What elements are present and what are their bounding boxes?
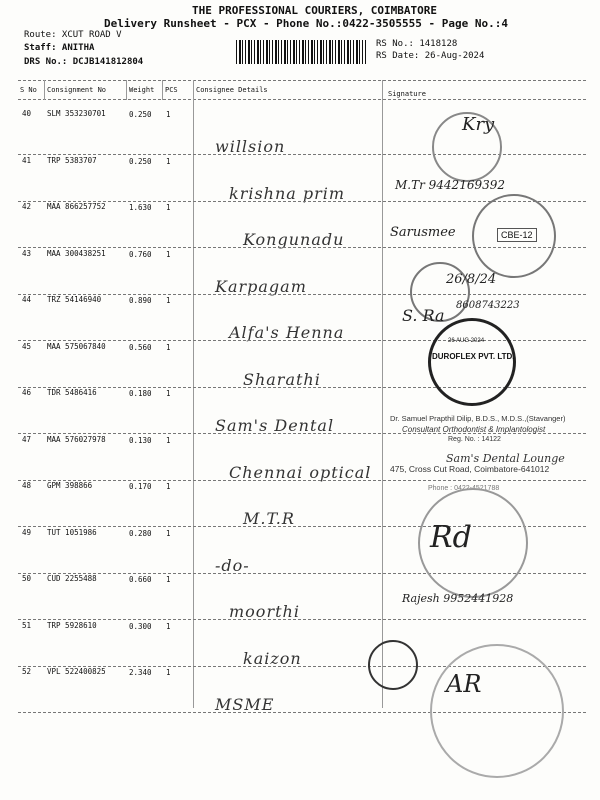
row-consignee-name: Sharathi: [243, 369, 321, 389]
row-consignment-no: SLM 353230701: [47, 109, 106, 118]
row-consignee-name: moorthi: [229, 602, 300, 621]
row-weight: 0.280: [129, 528, 152, 538]
row-pcs: 1: [166, 389, 171, 398]
company-title: THE PROFESSIONAL COURIERS, COIMBATORE: [192, 4, 438, 17]
row-pcs: 1: [166, 110, 171, 119]
row-weight: 0.660: [129, 575, 152, 584]
col-divider: [44, 80, 45, 100]
row-consignee-name: -do-: [215, 555, 250, 575]
rs-date: RS Date: 26-Aug-2024: [376, 51, 485, 61]
signature-42: Sarusmee: [390, 225, 456, 240]
row-pcs: 1: [166, 296, 171, 305]
row-weight: 0.130: [129, 435, 152, 445]
signature-scribble: Kry: [462, 114, 495, 135]
row-weight: 0.760: [129, 249, 152, 259]
row-pcs: 1: [166, 621, 171, 631]
header-bottom-rule: [18, 99, 586, 100]
signature-41: M.Tr 9442169392: [395, 178, 506, 192]
row-rule: [18, 619, 586, 620]
clinic-address: 475, Cross Cut Road, Coimbatore-641012: [390, 464, 550, 474]
row-sno: 48: [22, 481, 32, 490]
row-sno: 44: [22, 295, 32, 304]
cbe-stamp-label: CBE-12: [497, 228, 537, 242]
row-pcs: 1: [166, 668, 171, 677]
route-label: Route: XCUT ROAD V: [24, 30, 122, 40]
row-sno: 49: [22, 527, 32, 537]
row-weight: 1.630: [129, 203, 152, 212]
row-weight: 2.340: [129, 668, 152, 677]
runsheet-title: Delivery Runsheet - PCX - Phone No.:0422-3505555 - Page No.:4: [104, 17, 508, 30]
row-sno: 46: [22, 388, 32, 397]
col-signature: Signature: [388, 90, 426, 98]
signature-43: 26/8/24: [446, 272, 497, 287]
stamp-date: 26 AUG 2024: [448, 338, 485, 344]
row-consignment-no: CUD 2255488: [47, 574, 97, 583]
signature-44: 8608743223: [456, 300, 520, 311]
clinic-specialty: Consultant Orthodontist & Implantologist: [402, 425, 546, 434]
drs-number: DRS No.: DCJB141812804: [24, 57, 144, 67]
row-rule: [18, 294, 586, 295]
msme-emblem-stamp: [430, 644, 564, 778]
staff-label: Staff: ANITHA: [24, 43, 95, 53]
row-weight: 0.890: [129, 296, 152, 305]
row-consignment-no: MAA 575067840: [47, 341, 106, 351]
row-pcs: 1: [166, 249, 171, 259]
row-sno: 41: [22, 155, 32, 165]
kaizon-stamp: [368, 640, 418, 690]
clinic-name: Sam's Dental Lounge: [446, 452, 565, 465]
row-pcs: 1: [166, 203, 171, 212]
clinic-reg: Reg. No. : 14122: [448, 436, 501, 443]
signature-50: Rajesh 9952441928: [402, 592, 514, 605]
rs-number: RS No.: 1418128: [376, 39, 458, 49]
signature-44-scribble: S. Ra: [402, 306, 445, 325]
row-pcs: 1: [166, 528, 171, 538]
table-top-rule: [18, 80, 586, 81]
row-consignee-name: Alfa's Henna: [229, 323, 345, 342]
clinic-phone: Phone : 0422-4521788: [428, 485, 500, 492]
row-sno: 51: [22, 620, 32, 630]
col-consignee: Consignee Details: [196, 86, 268, 94]
row-consignee-name: krishna prim: [229, 183, 346, 203]
row-pcs: 1: [166, 482, 171, 491]
row-consignee-name: MSME: [215, 695, 275, 714]
col-divider: [162, 80, 163, 100]
row-weight: 0.560: [129, 342, 152, 352]
row-sno: 43: [22, 248, 32, 258]
row-pcs: 1: [166, 575, 171, 584]
row-pcs: 1: [166, 342, 171, 352]
signature-52: AR: [446, 670, 482, 698]
row-sno: 40: [22, 109, 32, 118]
row-pcs: 1: [166, 156, 171, 166]
row-consignment-no: MAA 300438251: [47, 248, 106, 258]
row-rule: [18, 480, 586, 481]
col-weight: Weight: [129, 86, 155, 94]
row-sno: 47: [22, 434, 32, 444]
row-sno: 42: [22, 202, 32, 211]
clinic-doctor: Dr. Samuel Prapthil Dilip, B.D.S., M.D.S.,(Stavanger): [390, 414, 566, 423]
barcode: [236, 40, 366, 64]
row-consignee-name: Chennai optical: [229, 462, 372, 482]
row-consignee-name: willsion: [215, 137, 286, 156]
row-sno: 52: [22, 667, 32, 676]
row-pcs: 1: [166, 435, 171, 445]
row-consignee-name: M.T.R: [243, 509, 295, 528]
col-pcs: PCS: [165, 86, 178, 94]
row-consignment-no: TRP 5383707: [47, 155, 97, 165]
row-consignee-name: Sam's Dental: [215, 416, 335, 435]
row-consignment-no: TUT 1051986: [47, 527, 97, 537]
row-consignment-no: GPM 398866: [47, 481, 93, 490]
row-consignment-no: MAA 866257752: [47, 202, 106, 211]
duroflex-stamp-label: DUROFLEX PVT. LTD.: [432, 352, 515, 361]
col-consignment: Consignment No: [47, 86, 107, 94]
row-sno: 45: [22, 341, 32, 351]
row-weight: 0.250: [129, 110, 152, 119]
row-weight: 0.180: [129, 389, 152, 398]
row-consignee-name: Karpagam: [215, 276, 307, 296]
row-consignee-name: Kongunadu: [243, 230, 345, 249]
row-consignment-no: TDR 5486416: [47, 388, 97, 397]
row-consignment-no: TRZ 54146940: [47, 295, 102, 304]
row-weight: 0.170: [129, 482, 152, 491]
row-weight: 0.250: [129, 156, 152, 166]
row-sno: 50: [22, 574, 32, 583]
col-divider: [193, 80, 194, 708]
col-divider: [126, 80, 127, 100]
duroflex-stamp: [428, 318, 516, 406]
signature-mtr: Rd: [430, 520, 472, 555]
row-consignment-no: MAA 576027978: [47, 434, 106, 444]
col-divider: [382, 80, 383, 708]
row-consignee-name: kaizon: [243, 648, 302, 668]
row-consignment-no: TRP 5928610: [47, 620, 97, 630]
row-consignment-no: VPL 522400825: [47, 667, 106, 676]
col-sno: S No: [20, 86, 37, 94]
row-weight: 0.300: [129, 621, 152, 631]
